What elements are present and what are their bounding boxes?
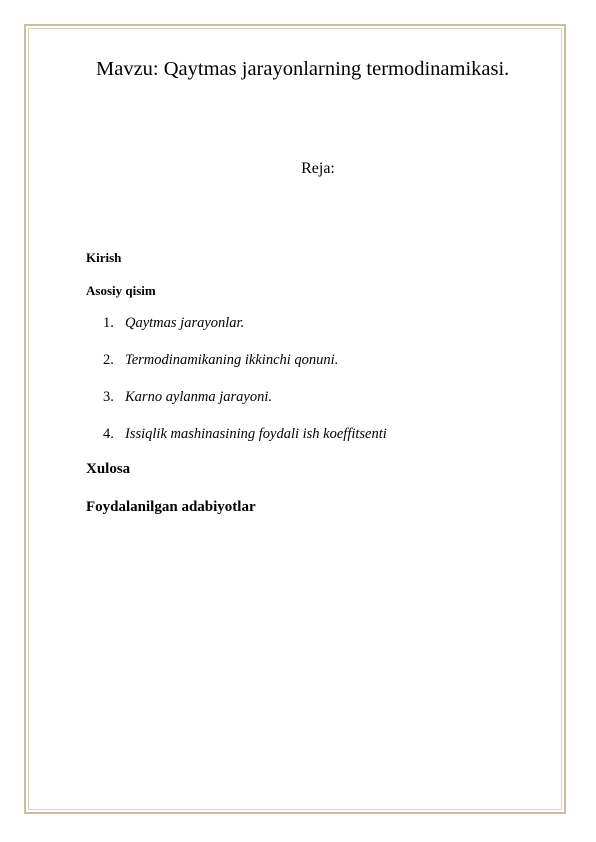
list-item xyxy=(103,352,338,369)
list-item-text: Karno aylanma jarayoni. xyxy=(125,389,273,405)
list-item-number: 1 . xyxy=(103,315,125,332)
section-conclusion: Xulosa xyxy=(86,461,131,477)
document-title: Mavzu: Qaytmas jarayonlarning termodinamikasi. xyxy=(96,58,510,80)
list-item xyxy=(103,426,387,443)
list-item-number: 3 . xyxy=(103,389,125,406)
list-item-text: Issiqlik mashinasining foydali ish koeffitsenti xyxy=(125,426,387,442)
page-border xyxy=(24,24,566,814)
section-main-part: Asosiy qisim xyxy=(86,283,156,298)
list-item-text: Qaytmas jarayonlar. xyxy=(125,315,245,331)
list-item-number: 4 . xyxy=(103,426,125,443)
list-item xyxy=(103,389,272,406)
plan-heading: Reja: xyxy=(301,160,335,177)
section-intro: Kirish xyxy=(86,250,122,265)
list-item-text: Termodinamikaning ikkinchi qonuni. xyxy=(125,352,339,368)
list-item xyxy=(103,315,244,332)
section-references: Foydalanilgan adabiyotlar xyxy=(86,499,256,515)
list-item-number: 2 . xyxy=(103,352,125,369)
